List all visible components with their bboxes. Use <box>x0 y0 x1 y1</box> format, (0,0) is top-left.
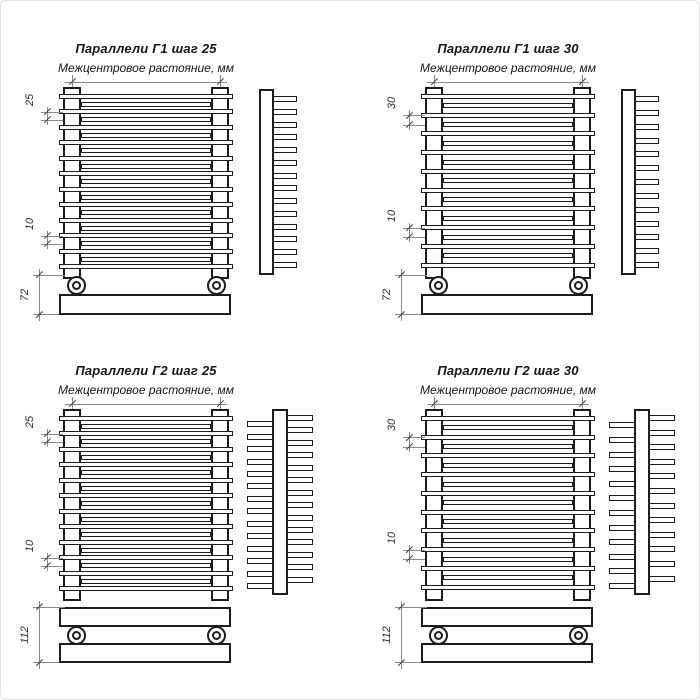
side-tube-left <box>247 434 273 440</box>
front-bar-full <box>421 263 595 268</box>
bottom-tube-circle-inner <box>574 631 583 640</box>
front-bar-full <box>59 218 233 223</box>
front-bar-full <box>59 249 233 254</box>
side-tube-right <box>287 427 313 433</box>
front-bar-full <box>421 188 595 193</box>
front-bar-inset <box>81 148 211 153</box>
bottom-tube-circle-inner <box>72 631 81 640</box>
side-tube-left <box>247 521 273 527</box>
front-bar-inset <box>443 482 573 487</box>
side-tube-left <box>609 437 635 443</box>
dim-line <box>39 601 40 669</box>
side-tube-right <box>287 539 313 545</box>
side-tube <box>272 198 297 204</box>
side-tube-left <box>247 483 273 489</box>
side-tube-right <box>287 477 313 483</box>
side-tube <box>272 173 297 179</box>
side-tube <box>272 134 297 140</box>
side-tube <box>634 96 659 102</box>
side-collector <box>272 409 288 595</box>
side-tube <box>634 179 659 185</box>
side-tube-left <box>247 508 273 514</box>
front-bar-full <box>59 264 233 269</box>
front-bar-full <box>59 478 233 483</box>
side-tube <box>634 221 659 227</box>
front-bar-inset <box>81 470 211 475</box>
front-bar-full <box>59 493 233 498</box>
front-bar-full <box>421 566 595 571</box>
front-bar-full <box>59 571 233 576</box>
front-bar-inset <box>443 141 573 146</box>
front-bar-full <box>59 156 233 161</box>
side-tube <box>272 160 297 166</box>
front-bar-inset <box>81 179 211 184</box>
front-bar-inset <box>443 235 573 240</box>
intercenter-dim-label: Межцентровое растояние, мм <box>420 61 596 75</box>
front-bar-inset <box>81 501 211 506</box>
front-bar-full <box>421 150 595 155</box>
front-bar-inset <box>81 210 211 215</box>
step-dim-label: 25 <box>24 93 36 107</box>
side-tube <box>272 249 297 255</box>
side-tube-left <box>247 571 273 577</box>
drawing-quadrant-g2-step30 <box>363 323 700 673</box>
side-tube-left <box>609 495 635 501</box>
side-tube-right <box>649 415 675 421</box>
bottom-tube-circle-inner <box>72 281 81 290</box>
intercenter-dim-label: Межцентровое растояние, мм <box>58 383 234 397</box>
side-tube <box>634 138 659 144</box>
front-bar-full <box>59 462 233 467</box>
front-bar-inset <box>81 241 211 246</box>
front-bar-full <box>421 510 595 515</box>
side-tube <box>272 236 297 242</box>
front-bar-full <box>421 94 595 99</box>
side-tube-right <box>287 527 313 533</box>
side-tube <box>634 262 659 268</box>
front-bar-full <box>59 109 233 114</box>
side-tube-left <box>609 466 635 472</box>
side-tube-right <box>649 473 675 479</box>
gap-dim-label: 10 <box>24 217 36 230</box>
bottom-tube-circle-inner <box>212 281 221 290</box>
front-bar-inset <box>443 160 573 165</box>
front-bar-full <box>59 140 233 145</box>
front-bar-full <box>59 524 233 529</box>
side-collector <box>259 89 274 275</box>
front-bar-full <box>421 528 595 533</box>
bottom-tube-circle-inner <box>434 281 443 290</box>
side-tube <box>634 165 659 171</box>
front-bar-full <box>421 113 595 118</box>
front-bar-inset <box>443 425 573 430</box>
front-bar-inset <box>81 579 211 584</box>
side-tube-right <box>649 532 675 538</box>
side-tube-left <box>247 496 273 502</box>
front-bar-full <box>59 125 233 130</box>
bottom-tube-circle-inner <box>212 631 221 640</box>
front-bar-full <box>59 187 233 192</box>
dim-line <box>401 601 402 669</box>
front-bar-inset <box>443 122 573 127</box>
side-tube-right <box>649 517 675 523</box>
front-bar-full <box>421 416 595 421</box>
front-bar-full <box>421 244 595 249</box>
front-bar-inset <box>443 463 573 468</box>
front-bar-inset <box>443 103 573 108</box>
step-dim-label: 30 <box>386 419 398 432</box>
bottom-collector-rect <box>59 294 231 315</box>
side-collector <box>634 409 650 595</box>
side-tube-right <box>649 459 675 465</box>
side-tube <box>634 193 659 199</box>
front-bar-full <box>421 435 595 440</box>
front-bar-inset <box>81 257 211 262</box>
front-bar-inset <box>81 102 211 107</box>
side-tube-right <box>287 502 313 508</box>
front-bar-inset <box>81 439 211 444</box>
front-bar-inset <box>81 424 211 429</box>
side-tube <box>272 147 297 153</box>
side-tube-left <box>247 546 273 552</box>
front-bar-full <box>59 202 233 207</box>
front-bar-inset <box>443 197 573 202</box>
front-bar-inset <box>443 519 573 524</box>
side-tube <box>634 110 659 116</box>
side-tube-right <box>649 488 675 494</box>
depth-dim-label: 72 <box>19 288 31 302</box>
drawing-title: Параллели Г1 шаг 30 <box>437 41 579 56</box>
side-tube-left <box>609 568 635 574</box>
front-bar-inset <box>443 216 573 221</box>
front-bar-full <box>59 94 233 99</box>
front-bar-full <box>421 169 595 174</box>
front-bar-full <box>421 131 595 136</box>
side-tube-left <box>609 525 635 531</box>
gap-dim-label: 10 <box>24 539 36 552</box>
front-bar-inset <box>81 133 211 138</box>
drawing-quadrant-g1-step25 <box>1 1 351 351</box>
front-bar-inset <box>81 164 211 169</box>
side-tube-left <box>609 539 635 545</box>
front-bar-full <box>59 509 233 514</box>
depth-dim-label: 72 <box>381 288 393 302</box>
front-bar-full <box>421 206 595 211</box>
side-tube <box>272 96 297 102</box>
side-tube-right <box>649 503 675 509</box>
drawing-title: Параллели Г2 шаг 30 <box>437 363 579 378</box>
side-tube <box>272 109 297 115</box>
side-tube <box>634 248 659 254</box>
front-bar-full <box>421 491 595 496</box>
side-tube <box>272 224 297 230</box>
dim-line <box>427 82 589 83</box>
front-bar-inset <box>81 486 211 491</box>
drawing-quadrant-g2-step25 <box>1 323 351 673</box>
dim-line <box>65 404 227 405</box>
front-bar-inset <box>443 178 573 183</box>
side-tube-right <box>287 577 313 583</box>
side-tube-left <box>609 583 635 589</box>
front-bar-full <box>59 447 233 452</box>
front-bar-inset <box>443 557 573 562</box>
side-tube-right <box>287 440 313 446</box>
bottom-collector-rect <box>421 607 593 627</box>
side-tube-right <box>287 415 313 421</box>
side-tube-right <box>287 552 313 558</box>
drawing-title: Параллели Г2 шаг 25 <box>75 363 217 378</box>
front-bar-inset <box>81 226 211 231</box>
side-tube <box>272 122 297 128</box>
side-tube-right <box>287 465 313 471</box>
dim-line <box>65 82 227 83</box>
front-bar-full <box>59 233 233 238</box>
front-bar-full <box>59 416 233 421</box>
front-bar-inset <box>81 455 211 460</box>
front-bar-full <box>59 171 233 176</box>
dim-line <box>427 404 589 405</box>
front-bar-full <box>421 225 595 230</box>
gap-dim-label: 10 <box>386 209 398 222</box>
side-tube-left <box>247 471 273 477</box>
side-tube <box>634 124 659 130</box>
side-tube-right <box>649 576 675 582</box>
front-bar-inset <box>81 548 211 553</box>
bottom-collector-rect <box>421 294 593 315</box>
front-bar-full <box>59 586 233 591</box>
front-bar-inset <box>81 517 211 522</box>
side-tube <box>272 185 297 191</box>
side-tube-left <box>247 459 273 465</box>
bottom-collector-rect <box>421 643 593 663</box>
step-dim-label: 25 <box>24 415 36 429</box>
side-tube <box>272 211 297 217</box>
side-tube-right <box>287 490 313 496</box>
front-bar-full <box>421 472 595 477</box>
side-tube-right <box>649 444 675 450</box>
side-tube-right <box>649 430 675 436</box>
front-bar-full <box>421 453 595 458</box>
side-collector <box>621 89 636 275</box>
side-tube-right <box>287 564 313 570</box>
gap-dim-label: 10 <box>386 531 398 544</box>
side-tube-left <box>609 422 635 428</box>
front-bar-inset <box>81 195 211 200</box>
intercenter-dim-label: Межцентровое растояние, мм <box>58 61 234 75</box>
side-tube-left <box>609 554 635 560</box>
front-bar-inset <box>81 117 211 122</box>
bottom-tube-circle-inner <box>574 281 583 290</box>
front-bar-inset <box>443 575 573 580</box>
side-tube-left <box>247 583 273 589</box>
step-dim-label: 30 <box>386 97 398 110</box>
front-bar-inset <box>81 563 211 568</box>
side-tube-right <box>649 561 675 567</box>
side-tube-right <box>649 546 675 552</box>
side-tube <box>634 234 659 240</box>
depth-dim-label: 112 <box>19 626 31 644</box>
side-tube-left <box>609 481 635 487</box>
depth-dim-label: 112 <box>381 626 393 644</box>
drawing-title: Параллели Г1 шаг 25 <box>75 41 217 56</box>
front-bar-full <box>59 555 233 560</box>
front-bar-inset <box>443 500 573 505</box>
front-bar-inset <box>443 253 573 258</box>
drawing-quadrant-g1-step30 <box>363 1 700 351</box>
front-bar-inset <box>81 532 211 537</box>
side-tube-right <box>287 515 313 521</box>
front-bar-full <box>421 585 595 590</box>
bottom-collector-rect <box>59 607 231 627</box>
bottom-tube-circle-inner <box>434 631 443 640</box>
side-tube-left <box>609 452 635 458</box>
front-bar-inset <box>443 538 573 543</box>
front-bar-full <box>59 431 233 436</box>
side-tube-left <box>247 446 273 452</box>
front-bar-inset <box>443 444 573 449</box>
side-tube-left <box>247 533 273 539</box>
side-tube <box>634 151 659 157</box>
front-bar-full <box>421 547 595 552</box>
side-tube-left <box>609 510 635 516</box>
bottom-collector-rect <box>59 643 231 663</box>
side-tube-left <box>247 558 273 564</box>
front-bar-full <box>59 540 233 545</box>
side-tube <box>272 262 297 268</box>
side-tube-left <box>247 421 273 427</box>
side-tube <box>634 207 659 213</box>
side-tube-right <box>287 452 313 458</box>
intercenter-dim-label: Межцентровое растояние, мм <box>420 383 596 397</box>
